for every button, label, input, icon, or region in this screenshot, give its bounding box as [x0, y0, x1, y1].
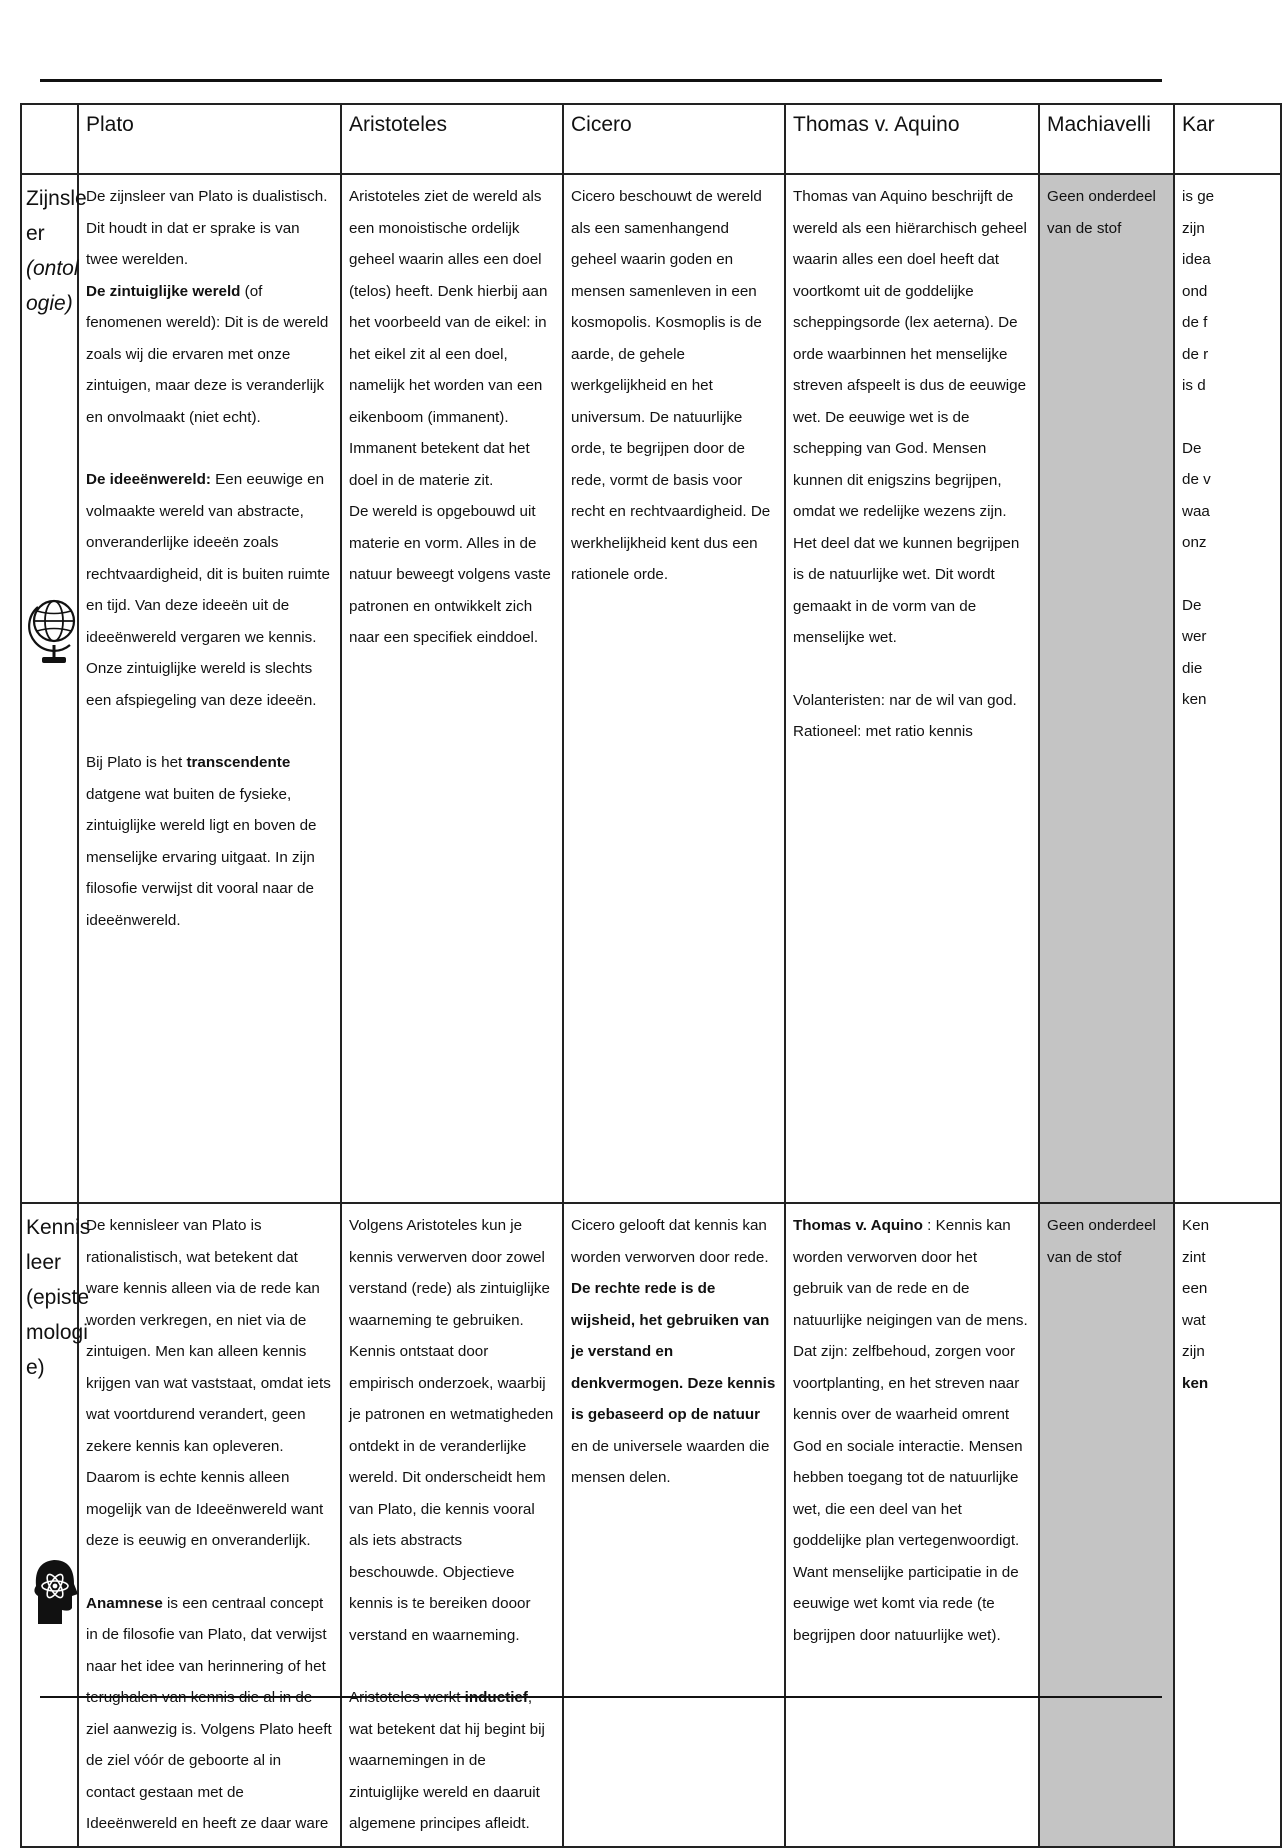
header-cicero: Cicero — [563, 104, 785, 174]
header-kant: Kar — [1174, 104, 1281, 174]
globe-icon — [30, 587, 78, 673]
bold-term: Thomas v. Aquino — [793, 1217, 923, 1234]
philosophy-comparison-table — [20, 103, 1282, 1848]
paragraph-text: (of fenomenen wereld): Dit is de wereld zoals wij die ervaren met onze zintuigen, maar deze is veranderlijk en onvolmaakt (niet echt). — [86, 282, 329, 426]
paragraph: Volgens Aristoteles kun je kennis verwerven door zowel verstand (rede) als zintuiglijke waarneming te gebruiken. Kennis ontstaat door empirisch onderzoek, waarbij je patronen en wetmatigheden ontdekt in de veranderlijke wereld. Dit onderscheidt hem van Plato, die kennis vooral als iets abstracts beschouwde. Objectieve kennis is te bereiken dooor verstand en waarneming. — [349, 1217, 554, 1644]
bold-term: De ideeënwereld: — [86, 471, 211, 488]
header-row — [21, 104, 1281, 174]
header-aristoteles: Aristoteles — [341, 104, 563, 174]
cell-aquino-zijnsleer — [785, 174, 1039, 1203]
paragraph — [86, 276, 333, 434]
paragraph: De wer die ken — [1182, 596, 1207, 708]
row-label-line: mologi — [26, 1321, 88, 1344]
cell-aristoteles-zijnsleer: Aristoteles ziet de wereld als een monoistische ordelijk geheel waarin alles een doel (telos) heeft. Denk hierbij aan het voorbeeld van de eikel: in het eikel zit al een doel, namelijk het worden van een eikenboom (immanent). Immanent betekent dat het doel in de materie zit. De wereld is opgebouwd uit materie en vorm. Alles in de natuur beweegt volgens vaste patronen en ontwikkelt zich naar een specifiek einddoel. — [341, 174, 563, 1203]
paragraph: De kennisleer van Plato is rationalistisch, wat betekent dat ware kennis alleen via de rede kan worden verkregen, en niet via de zintuigen. Men kan alleen kennis krijgen van wat vaststaat, omdat iets wat voortdurend verandert, geen zekere kennis kan opleveren. Daarom is echte kennis alleen mogelijk van de Ideeënwereld want deze is eeuwig en onveranderlijk. — [86, 1217, 331, 1549]
bold-term: Anamnese — [86, 1594, 163, 1612]
row-label-line: (ontol — [26, 257, 79, 280]
paragraph-text: en de universele waarden die mensen delen. — [571, 1437, 770, 1486]
row-label-zijnsleer — [21, 174, 87, 1203]
row-label-line: e) — [26, 1356, 45, 1379]
paragraph-text: : Kennis kan worden verworven door het gebruik van de rede en de natuurlijke neigingen van de mens. Dat zijn: zelfbehoud, zorgen voor voortplanting, en het streven naar kennis over de waarheid omrent God en sociale interactie. Mensen hebben toegang tot de natuurlijke wet, die een deel van het goddelijke plan vertegenwoordigt. Want menselijke participatie in de eeuwige wet komt via rede (te begrijpen door natuurlijke wet). — [793, 1217, 1028, 1644]
row-label-line: Kennis — [26, 1216, 91, 1239]
row-kennisleer — [21, 1203, 1281, 1847]
head-atom-icon — [30, 1552, 78, 1638]
paragraph-text: Bij Plato is het — [86, 754, 187, 771]
paragraph — [86, 464, 333, 716]
row-label-line: Zijnsle — [26, 187, 87, 210]
top-rule — [40, 79, 1162, 82]
paragraph-text: wat betekent dat hij begint bij waarnemingen in de zintuiglijke wereld en daaruit algemene principes afleidt. — [349, 1720, 545, 1832]
row-label-line: ogie) — [26, 292, 73, 315]
paragraph — [86, 1588, 333, 1840]
paragraph-text: Ken zint een wat zijn — [1182, 1217, 1210, 1360]
header-plato: Plato — [78, 104, 341, 174]
paragraph: is ge zijn idea ond de f de r is d — [1182, 188, 1215, 394]
header-aquino: Thomas v. Aquino — [785, 104, 1039, 174]
paragraph: De de v waa onz — [1182, 439, 1211, 551]
row-zijnsleer — [21, 174, 1281, 1203]
cell-cicero-kennisleer — [563, 1203, 785, 1847]
cell-kant-kennisleer — [1174, 1203, 1281, 1847]
bottom-rule — [40, 1696, 1162, 1698]
bold-term: ken — [1182, 1374, 1209, 1392]
paragraph — [349, 1682, 555, 1840]
cell-cicero-zijnsleer: Cicero beschouwt de wereld als een samenhangend geheel waarin goden en mensen samenleven in een kosmopolis. Kosmoplis is de aarde, de gehele werkgelijkheid en het universum. De natuurlijke orde, te begrijpen door de rede, vormt de basis voor recht en rechtvaardigheid. De werkhelijkheid kent dus een rationele orde. — [563, 174, 785, 1203]
bold-term: transcendente — [186, 754, 291, 771]
cell-aristoteles-kennisleer — [341, 1203, 563, 1847]
cell-plato-zijnsleer — [78, 174, 341, 1203]
cell-machiavelli-zijnsleer: Geen onderdeel van de stof — [1039, 174, 1174, 1203]
row-label-line: er — [26, 222, 45, 245]
row-label-kennisleer — [21, 1203, 91, 1847]
paragraph-text: Cicero gelooft dat kennis kan worden verworven door rede. — [571, 1217, 769, 1266]
cell-plato-kennisleer — [78, 1203, 341, 1847]
header-machiavelli: Machiavelli — [1039, 104, 1174, 174]
paragraph-text: Een eeuwige en volmaakte wereld van abstracte, onveranderlijke ideeën zoals rechtvaardigheid, dit is buiten ruimte en tijd. Van deze ideeën uit de ideeënwereld vergaren we kennis. Onze zintuiglijke wereld is slechts een afspiegeling van deze ideeën. — [86, 471, 330, 709]
paragraph-text: is een centraal concept in de filosofie van Plato, dat verwijst naar het idee van herinnering of het ziel aanwezig is. Volgens Plato heeft de ziel vóór de geboorte al in contact gestaan met de Ideeënwereld en heeft ze daar ware — [86, 1594, 332, 1832]
paragraph: Volanteristen: nar de wil van god. Rationeel: met ratio kennis — [793, 691, 1017, 740]
cell-kant-zijnsleer — [1174, 174, 1281, 1203]
paragraph-text: datgene wat buiten de fysieke, zintuiglijke wereld ligt en boven de menselijke ervaring uitgaat. In zijn filosofie verwijst dit vooral naar de ideeënwereld. — [86, 785, 317, 929]
header-corner — [21, 104, 78, 174]
row-label-line: leer — [26, 1251, 62, 1274]
paragraph: De zijnsleer van Plato is dualistisch. Dit houdt in dat er sprake is van twee werelden. — [86, 188, 328, 268]
paragraph: Thomas van Aquino beschrijft de wereld als een hiërarchisch geheel waarin alles een doel heeft dat voortkomt uit de goddelijke scheppingsorde (lex aeterna). De orde waarbinnen het menselijke streven afspeelt is dus de eeuwige wet. De eeuwige wet is de schepping van God. Mensen kunnen dit enigszins begrijpen, omdat we redelijke wezens zijn. Het deel dat we kunnen begrijpen is de natuurlijke wet. Dit wordt gemaakt in de vorm van de menselijke wet. — [793, 188, 1027, 646]
philosophy-table-wrapper — [20, 103, 1215, 1832]
paragraph — [86, 747, 333, 936]
bold-term: De zintuiglijke wereld — [86, 282, 241, 300]
cell-machiavelli-kennisleer: Geen onderdeel van de stof — [1039, 1203, 1174, 1847]
bold-term: De rechte rede is de wijsheid, het gebruiken van je verstand en denkvermogen. Deze kennis is gebaseerd op de natuur — [571, 1280, 776, 1423]
cell-aquino-kennisleer — [785, 1203, 1039, 1847]
row-label-line: (episte — [26, 1286, 90, 1309]
